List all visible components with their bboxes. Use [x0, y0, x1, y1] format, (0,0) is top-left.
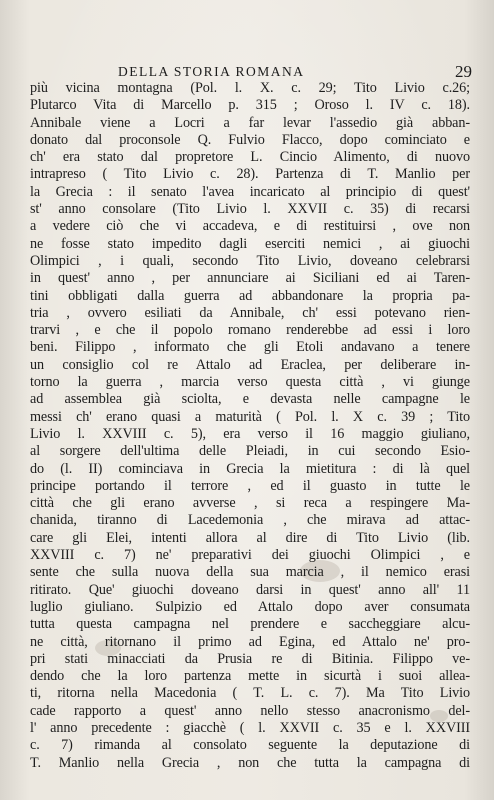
text-line: l' anno precedente : giacchè ( l. XXVII c. 35 e l. XXVIII [30, 719, 470, 736]
text-line: torno la guerra , marcia verso questa città , vi giunge [30, 374, 470, 391]
text-line: città che gli erano avverse , si reca a respingere Ma- [30, 495, 470, 512]
text-line: la Grecia : il senato l'avea incaricato al principio di quest' [30, 183, 470, 200]
text-line: principe portando il terrore , ed il guasto in tutte le [30, 477, 470, 494]
text-line: intrapreso ( Tito Livio c. 28). Partenza di T. Manlio per [30, 166, 470, 183]
text-line: ritirato. Que' giuochi doveano darsi in quest' anno all' 11 [30, 581, 470, 598]
text-line: più vicina montagna (Pol. l. X. c. 29; Tito Livio c.26; [30, 80, 470, 96]
page-number: 29 [455, 62, 472, 81]
text-line: care gli Elei, intenti allora al dire di Tito Livio (lib. [30, 529, 470, 546]
text-line: messi ch' erano quasi a maturità ( Pol. l. X c. 39 ; Tito [30, 408, 470, 425]
text-line: Annibale viene a Locri a far levar l'assedio già abban- [30, 114, 470, 131]
text-line: T. Manlio nella Grecia , non che tutta la campagna di [30, 754, 470, 771]
text-line: ne città, ritornano il primo ad Egina, ed Attalo ne' pro- [30, 633, 470, 650]
text-line: pri stati minacciati da Prusia re di Bitinia. Filippo ve- [30, 650, 470, 667]
text-line: ti, ritorna nella Macedonia ( T. L. c. 7). Ma Tito Livio [30, 685, 470, 702]
text-line: tutta questa campagna nel prendere e saccheggiare alcu- [30, 616, 470, 633]
text-line: dendo che la loro partenza mette in sicurtà i suoi allea- [30, 668, 470, 685]
page-header [30, 62, 474, 82]
text-line: Plutarco Vita di Marcello p. 315 ; Oroso l. IV c. 18). [30, 97, 470, 114]
text-line: in quest' anno , per annunciare ai Siciliani ed ai Taren- [30, 270, 470, 287]
text-line: beni. Filippo , informato che gli Etoli andavano a tenere [30, 339, 470, 356]
text-line: c. 7) rimanda al consolato seguente la deputazione di [30, 737, 470, 754]
text-line: ne fosse stato impedito dagli eserciti nemici , ai giuochi [30, 235, 470, 252]
text-line: trarvi , e che il popolo romano renderebbe ad essi i loro [30, 322, 470, 339]
text-line: tini obbligati dalla guerra ad abbandonare la propria pa- [30, 287, 470, 304]
text-line: luglio giuliano. Sulpizio ed Attalo dopo aver consumata [30, 598, 470, 615]
text-line: donato dal proconsole Q. Fulvio Flacco, dopo cominciato e [30, 131, 470, 148]
text-line: un consiglio col re Attalo ad Eraclea, per deliberare in- [30, 356, 470, 373]
running-head: DELLA STORIA ROMANA [118, 64, 305, 79]
text-line: XXVIII c. 7) ne' preparativi dei giuochi Olimpici , e [30, 547, 470, 564]
body-text [30, 80, 470, 772]
text-line: do (l. II) cominciava in Grecia la mietitura : di là quel [30, 460, 470, 477]
text-line: Livio l. XXVIII c. 5), era verso il 16 maggio giuliano, [30, 425, 470, 442]
text-line: ch' era stato dal propretore L. Cincio Alimento, di nuovo [30, 149, 470, 166]
text-line: sente che sulla nuova della sua marcia , il nemico erasi [30, 564, 470, 581]
text-line: al sorgere dell'ultima delle Pleiadi, in cui secondo Esio- [30, 443, 470, 460]
text-line: st' anno consolare (Tito Livio l. XXVII c. 35) di recarsi [30, 201, 470, 218]
text-line: ad assemblea già sciolta, e devasta nelle campagne le [30, 391, 470, 408]
text-line: a vedere ciò che vi accadeva, e di restituirsi , ove non [30, 218, 470, 235]
text-line: chanida, tiranno di Lacedemonia , che mirava ad attac- [30, 512, 470, 529]
text-line: tria , ovvero esiliati da Annibale, ch' essi potevano rien- [30, 304, 470, 321]
text-line: Olimpici , i quali, secondo Tito Livio, doveano celebrarsi [30, 252, 470, 269]
text-line: cade rapporto a quest' anno nello stesso anacronismo del- [30, 702, 470, 719]
